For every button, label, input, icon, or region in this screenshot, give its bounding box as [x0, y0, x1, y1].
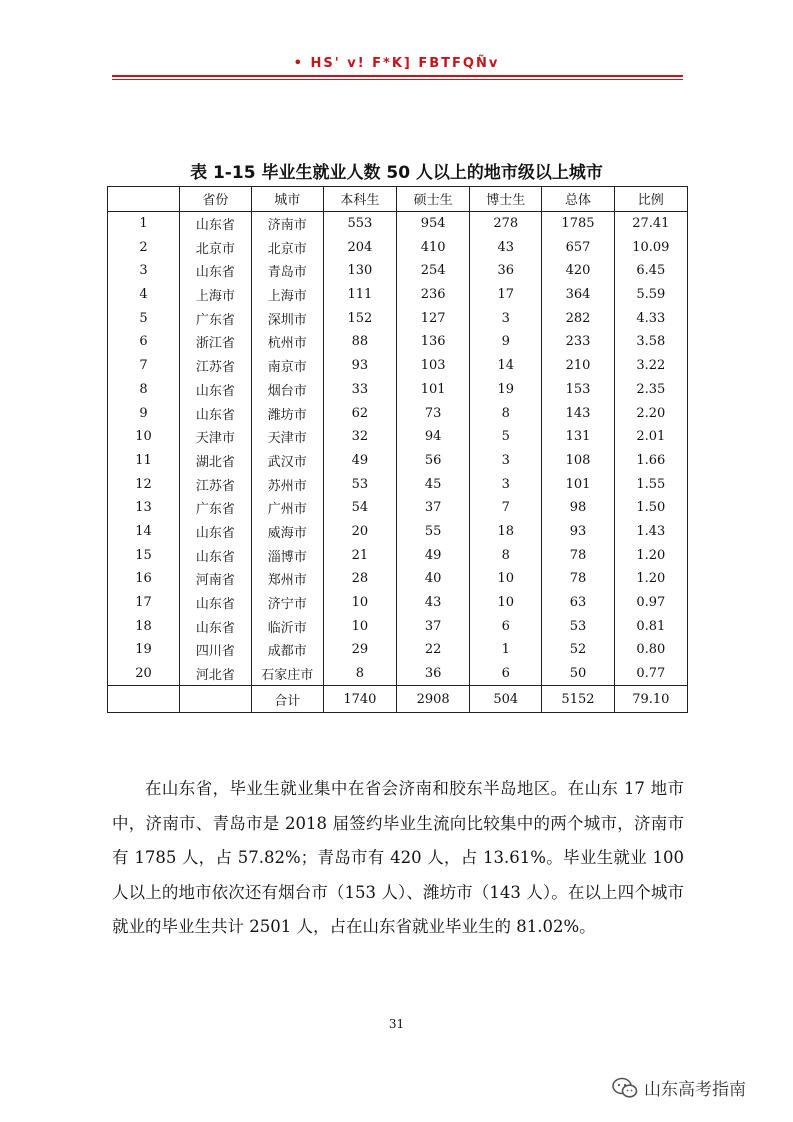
- table-cell: 278: [470, 211, 542, 235]
- table-row: [108, 638, 688, 662]
- table-caption: 表 1-15 毕业生就业人数 50 人以上的地市级以上城市: [190, 163, 603, 183]
- table-row: [108, 662, 688, 686]
- table-cell: 淄博市: [251, 543, 323, 567]
- table-cell: 1.20: [614, 543, 687, 567]
- table-row: [108, 211, 688, 235]
- table-cell: 55: [396, 520, 469, 544]
- page-header: • HS' v! F*K] FBTFQÑv: [293, 56, 500, 71]
- table-cell: 101: [542, 472, 614, 496]
- table-cell: 南京市: [251, 354, 323, 378]
- table-row: [108, 330, 688, 354]
- table-cell: 北京市: [251, 235, 323, 259]
- table-cell: 4.33: [614, 306, 687, 330]
- table-cell: 5152: [542, 686, 614, 713]
- table-cell: 12: [108, 472, 180, 496]
- table-cell: 威海市: [251, 520, 323, 544]
- table-cell: 3: [470, 472, 542, 496]
- table-cell: 10: [470, 567, 542, 591]
- table-cell: 49: [396, 543, 469, 567]
- table-cell: 504: [470, 686, 542, 713]
- table-cell: 1.20: [614, 567, 687, 591]
- table-cell: [108, 686, 180, 713]
- table-cell: 济南市: [251, 211, 323, 235]
- table-cell: 62: [323, 401, 396, 425]
- table-cell: 1.43: [614, 520, 687, 544]
- table-cell: 43: [396, 591, 469, 615]
- table-cell: 101: [396, 378, 469, 402]
- table-cell: 553: [323, 211, 396, 235]
- table-row: [108, 259, 688, 283]
- table-cell: 江苏省: [179, 472, 251, 496]
- column-header: [108, 187, 180, 212]
- table-cell: 22: [396, 638, 469, 662]
- table-cell: 8: [108, 378, 180, 402]
- table-cell: 21: [323, 543, 396, 567]
- column-header: 总体: [542, 187, 614, 212]
- table-cell: 上海市: [179, 283, 251, 307]
- table-cell: 204: [323, 235, 396, 259]
- table-cell: 45: [396, 472, 469, 496]
- table-cell: 8: [470, 401, 542, 425]
- table-cell: 8: [470, 543, 542, 567]
- table-cell: 282: [542, 306, 614, 330]
- table-cell: 13: [108, 496, 180, 520]
- table-cell: 33: [323, 378, 396, 402]
- table-cell: 43: [470, 235, 542, 259]
- table-total-row: [108, 686, 688, 713]
- table-cell: 143: [542, 401, 614, 425]
- table-cell: 1.55: [614, 472, 687, 496]
- table-cell: 3: [108, 259, 180, 283]
- column-header: 硕士生: [396, 187, 469, 212]
- table-cell: 山东省: [179, 614, 251, 638]
- table-cell: 石家庄市: [251, 662, 323, 686]
- table-cell: 天津市: [179, 425, 251, 449]
- table-cell: 54: [323, 496, 396, 520]
- table-cell: 山东省: [179, 591, 251, 615]
- table-row: [108, 378, 688, 402]
- table-row: [108, 401, 688, 425]
- table-cell: 364: [542, 283, 614, 307]
- table-cell: 93: [542, 520, 614, 544]
- table-cell: 10: [323, 591, 396, 615]
- column-header: 比例: [614, 187, 687, 212]
- table-cell: 1.66: [614, 449, 687, 473]
- table-cell: 657: [542, 235, 614, 259]
- table-cell: 233: [542, 330, 614, 354]
- table-cell: 7: [470, 496, 542, 520]
- table-cell: 4: [108, 283, 180, 307]
- table-cell: 16: [108, 567, 180, 591]
- table-row: [108, 306, 688, 330]
- table-cell: 江苏省: [179, 354, 251, 378]
- table-cell: 130: [323, 259, 396, 283]
- body-paragraph: 在山东省，毕业生就业集中在省会济南和胶东半岛地区。在山东 17 地市中，济南市、青岛市是 2018 届签约毕业生流向比较集中的两个城市，济南市有 1785 人，占 57.82%；青岛市有 420 人，占 13.61%。毕业生就业 100 人以上的地市依次还有烟台市（153 人）、潍坊市（143 人）。在以上四个城市就业的毕业生共计 2501 人，占在山东省就业毕业生的 81.02%。: [112, 779, 684, 936]
- table-row: [108, 520, 688, 544]
- table-cell: 0.81: [614, 614, 687, 638]
- table-row: [108, 283, 688, 307]
- table-cell: 天津市: [251, 425, 323, 449]
- table-cell: 0.97: [614, 591, 687, 615]
- table-cell: 53: [542, 614, 614, 638]
- table-cell: 9: [108, 401, 180, 425]
- table-cell: 6: [470, 662, 542, 686]
- table-header-row: [108, 187, 688, 212]
- table-cell: 3.22: [614, 354, 687, 378]
- table-cell: 3: [470, 449, 542, 473]
- table-cell: 49: [323, 449, 396, 473]
- table-cell: 254: [396, 259, 469, 283]
- table-cell: 103: [396, 354, 469, 378]
- table-cell: 29: [323, 638, 396, 662]
- table-cell: 广州市: [251, 496, 323, 520]
- table-cell: 2.01: [614, 425, 687, 449]
- table-cell: 10: [108, 425, 180, 449]
- table-cell: 136: [396, 330, 469, 354]
- table-cell: 杭州市: [251, 330, 323, 354]
- table-cell: 153: [542, 378, 614, 402]
- table-cell: 山东省: [179, 211, 251, 235]
- table-row: [108, 591, 688, 615]
- header-rule-thin: [112, 79, 683, 80]
- table-cell: 湖北省: [179, 449, 251, 473]
- table-cell: 2.35: [614, 378, 687, 402]
- table-cell: 浙江省: [179, 330, 251, 354]
- table-cell: 79.10: [614, 686, 687, 713]
- table-cell: 37: [396, 614, 469, 638]
- table-cell: 17: [470, 283, 542, 307]
- table-cell: 52: [542, 638, 614, 662]
- table-cell: 山东省: [179, 378, 251, 402]
- table-cell: 广东省: [179, 496, 251, 520]
- table-cell: 56: [396, 449, 469, 473]
- column-header: 博士生: [470, 187, 542, 212]
- table-cell: 88: [323, 330, 396, 354]
- table-cell: 烟台市: [251, 378, 323, 402]
- table-cell: 山东省: [179, 543, 251, 567]
- table-cell: 3.58: [614, 330, 687, 354]
- table-cell: 410: [396, 235, 469, 259]
- table-cell: 32: [323, 425, 396, 449]
- page-number: 31: [388, 1017, 405, 1031]
- table-cell: 0.77: [614, 662, 687, 686]
- table-cell: 郑州市: [251, 567, 323, 591]
- table-cell: 63: [542, 591, 614, 615]
- column-header: 本科生: [323, 187, 396, 212]
- table-cell: 8: [323, 662, 396, 686]
- table-cell: 108: [542, 449, 614, 473]
- table-cell: 127: [396, 306, 469, 330]
- table-cell: 98: [542, 496, 614, 520]
- table-cell: 36: [470, 259, 542, 283]
- table-cell: 73: [396, 401, 469, 425]
- table-row: [108, 354, 688, 378]
- table-cell: 18: [470, 520, 542, 544]
- table-cell: 19: [470, 378, 542, 402]
- table-cell: 5.59: [614, 283, 687, 307]
- header-rule-thick: [112, 75, 683, 77]
- table-cell: [179, 686, 251, 713]
- table-cell: 131: [542, 425, 614, 449]
- table-cell: 111: [323, 283, 396, 307]
- table-cell: 上海市: [251, 283, 323, 307]
- table-body: [108, 211, 688, 686]
- table-cell: 93: [323, 354, 396, 378]
- table-cell: 广东省: [179, 306, 251, 330]
- employment-city-table: [107, 186, 688, 713]
- table-cell: 50: [542, 662, 614, 686]
- watermark-text: 山东高考指南: [644, 1080, 746, 1100]
- table-cell: 5: [108, 306, 180, 330]
- table-cell: 河北省: [179, 662, 251, 686]
- table-cell: 1: [108, 211, 180, 235]
- table-cell: 78: [542, 543, 614, 567]
- table-cell: 四川省: [179, 638, 251, 662]
- table-cell: 15: [108, 543, 180, 567]
- table-cell: 1740: [323, 686, 396, 713]
- table-cell: 7: [108, 354, 180, 378]
- table-cell: 9: [470, 330, 542, 354]
- table-cell: 2: [108, 235, 180, 259]
- table-cell: 山东省: [179, 520, 251, 544]
- watermark: [612, 1075, 746, 1100]
- table-cell: 济宁市: [251, 591, 323, 615]
- table-cell: 18: [108, 614, 180, 638]
- table-cell: 10.09: [614, 235, 687, 259]
- table-cell: 10: [323, 614, 396, 638]
- table-cell: 94: [396, 425, 469, 449]
- table-cell: 2.20: [614, 401, 687, 425]
- table-cell: 北京市: [179, 235, 251, 259]
- table-cell: 78: [542, 567, 614, 591]
- total-label: 合计: [251, 686, 323, 713]
- table-row: [108, 425, 688, 449]
- table-cell: 深圳市: [251, 306, 323, 330]
- table-cell: 青岛市: [251, 259, 323, 283]
- table-cell: 1: [470, 638, 542, 662]
- table-row: [108, 449, 688, 473]
- column-header: 城市: [251, 187, 323, 212]
- table-cell: 210: [542, 354, 614, 378]
- table-cell: 山东省: [179, 259, 251, 283]
- wechat-icon: [612, 1077, 638, 1099]
- table-cell: 3: [470, 306, 542, 330]
- table-cell: 6: [108, 330, 180, 354]
- table-cell: 临沂市: [251, 614, 323, 638]
- column-header: 省份: [179, 187, 251, 212]
- table-cell: 成都市: [251, 638, 323, 662]
- table-cell: 6.45: [614, 259, 687, 283]
- table-cell: 28: [323, 567, 396, 591]
- table-cell: 152: [323, 306, 396, 330]
- table-cell: 27.41: [614, 211, 687, 235]
- table-cell: 山东省: [179, 401, 251, 425]
- table-cell: 236: [396, 283, 469, 307]
- table-cell: 11: [108, 449, 180, 473]
- table-cell: 1785: [542, 211, 614, 235]
- table-cell: 武汉市: [251, 449, 323, 473]
- table-cell: 10: [470, 591, 542, 615]
- table-cell: 0.80: [614, 638, 687, 662]
- table-row: [108, 614, 688, 638]
- table-cell: 53: [323, 472, 396, 496]
- table-cell: 37: [396, 496, 469, 520]
- table-cell: 1.50: [614, 496, 687, 520]
- table-cell: 954: [396, 211, 469, 235]
- table-cell: 河南省: [179, 567, 251, 591]
- table-cell: 17: [108, 591, 180, 615]
- table-cell: 40: [396, 567, 469, 591]
- table-cell: 20: [323, 520, 396, 544]
- table-cell: 14: [108, 520, 180, 544]
- table-cell: 36: [396, 662, 469, 686]
- table-cell: 19: [108, 638, 180, 662]
- table-cell: 苏州市: [251, 472, 323, 496]
- table-row: [108, 235, 688, 259]
- table-row: [108, 472, 688, 496]
- table-row: [108, 543, 688, 567]
- table-cell: 420: [542, 259, 614, 283]
- table-cell: 14: [470, 354, 542, 378]
- table-cell: 潍坊市: [251, 401, 323, 425]
- table-cell: 5: [470, 425, 542, 449]
- table-row: [108, 496, 688, 520]
- table-cell: 20: [108, 662, 180, 686]
- table-cell: 2908: [396, 686, 469, 713]
- table-cell: 6: [470, 614, 542, 638]
- table-row: [108, 567, 688, 591]
